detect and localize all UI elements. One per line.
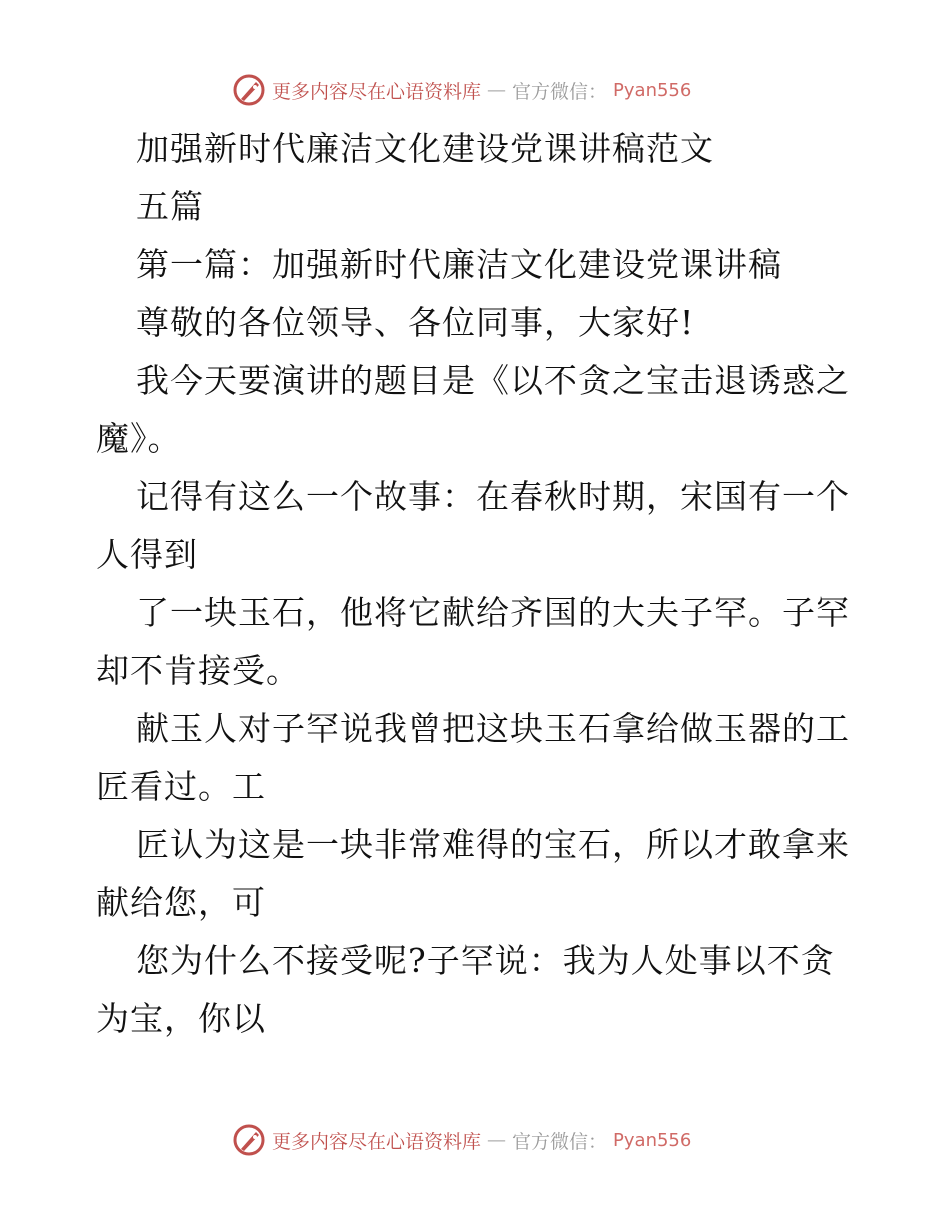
text-line: 记得有这么一个故事：在春秋时期，宋国有一个 [136, 477, 850, 516]
watermark-label: 官方微信： [512, 1130, 608, 1153]
watermark-label: 官方微信： [512, 80, 608, 103]
footer-watermark [232, 1120, 752, 1160]
text-line: 为宝，你以 [96, 999, 266, 1038]
watermark-site: 更多内容尽在心语资料库 [272, 1130, 482, 1153]
header-watermark [232, 70, 752, 110]
text-line: 献玉人对子罕说我曾把这块玉石拿给做玉器的工 [136, 709, 850, 748]
watermark-id: Pyan556 [613, 1129, 692, 1151]
watermark-separator: — [487, 79, 507, 101]
text-line: 魔》。 [96, 419, 182, 458]
text-line: 您为什么不接受呢?子罕说：我为人处事以不贪 [136, 941, 835, 980]
document-title: 加强新时代廉洁文化建设党课讲稿范文 [136, 129, 714, 168]
text-line: 献给您，可 [96, 883, 266, 922]
text-line: 第一篇：加强新时代廉洁文化建设党课讲稿 [136, 245, 782, 284]
text-line: 却不肯接受。 [96, 651, 300, 690]
watermark-id: Pyan556 [613, 79, 692, 101]
watermark-site: 更多内容尽在心语资料库 [272, 80, 482, 103]
text-line: 匠看过。工 [96, 767, 266, 806]
text-line: 我今天要演讲的题目是《以不贪之宝击退诱惑之 [136, 361, 850, 400]
text-line: 了一块玉石，他将它献给齐国的大夫子罕。子罕 [136, 593, 850, 632]
watermark-separator: — [487, 1129, 507, 1151]
quill-logo-icon [232, 73, 266, 107]
text-line: 五篇 [136, 187, 204, 226]
quill-logo-icon [232, 1123, 266, 1157]
text-line: 人得到 [96, 535, 198, 574]
text-line: 尊敬的各位领导、各位同事，大家好! [136, 303, 695, 342]
text-line: 匠认为这是一块非常难得的宝石，所以才敢拿来 [136, 825, 850, 864]
document-body [96, 120, 866, 1048]
